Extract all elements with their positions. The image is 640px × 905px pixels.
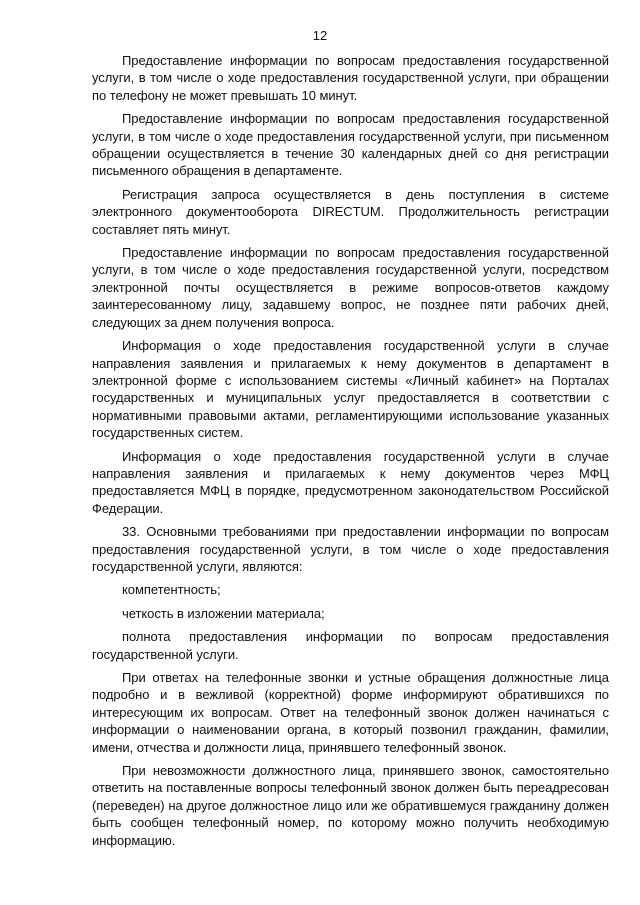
page-number: 12: [312, 28, 328, 43]
paragraph-call-redirect: При невозможности должностного лица, принявшего звонок, самостоятельно ответить на поставленные вопросы телефонный звонок должен быть переадресован (переведен) на другое должностное лицо или же обратившемуся гражданину должен быть сообщен телефонный номер, по которому можно получить необходимую информацию.: [92, 763, 609, 848]
document-body: [92, 52, 609, 855]
paragraph-mfc-info: Информация о ходе предоставления государственной услуги в случае направления заявления и прилагаемых к нему документов через МФЦ предоставляется МФЦ в порядке, предусмотренном законодательством Российской Федерации.: [92, 448, 609, 516]
list-item-completeness: полнота предоставления информации по вопросам предоставления государственной услуги.: [92, 629, 609, 662]
paragraph-item-33-requirements: 33. Основными требованиями при предоставлении информации по вопросам предоставления государственной услуги, в том числе о ходе предоставления государственной услуги, являются:: [92, 524, 609, 574]
paragraph-directum-registration: Регистрация запроса осуществляется в день поступления в системе электронного документооборота DIRECTUM. Продолжительность регистрации составляет пять минут.: [92, 186, 609, 237]
paragraph-phone-time-limit: Предоставление информации по вопросам предоставления государственной услуги, в том числе о ходе предоставления государственной услуги, при обращении по телефону не может превышать 10 минут.: [92, 53, 609, 103]
paragraph-phone-answers: При ответах на телефонные звонки и устные обращения должностные лица подробно и в вежливой (корректной) форме информируют обратившихся по интересующим их вопросам. Ответ на телефонный звонок должен начинаться с информации о наименовании органа, в который позвонил гражданин, фамилии, имени, отчества и должности лица, принявшего телефонный звонок.: [92, 670, 609, 755]
paragraph-email-info: Предоставление информации по вопросам предоставления государственной услуги, в том числе о ходе предоставления государственной услуги, посредством электронной почты осуществляется в режиме вопросов-ответов каждому заинтересованному лицу, задавшему вопрос, не позднее пяти рабочих дней, следующих за днем получения вопроса.: [92, 245, 609, 330]
list-item-clarity: четкость в изложении материала;: [122, 605, 325, 621]
list-item-competence: компетентность;: [122, 582, 221, 598]
paragraph-personal-cabinet: Информация о ходе предоставления государственной услуги в случае направления заявления и прилагаемых к нему документов в департамент в электронной форме с использованием системы «Личный кабинет» на Порталах государственных и муниципальных услуг предоставляется в соответствии с нормативными правовыми актами, регламентирующими использование указанных государственных систем.: [92, 338, 609, 441]
paragraph-written-request-term: Предоставление информации по вопросам предоставления государственной услуги, в том числе о ходе предоставления государственной услуги, при письменном обращении осуществляется в течение 30 календарных дней со дня регистрации письменного обращения в департаменте.: [92, 111, 609, 179]
